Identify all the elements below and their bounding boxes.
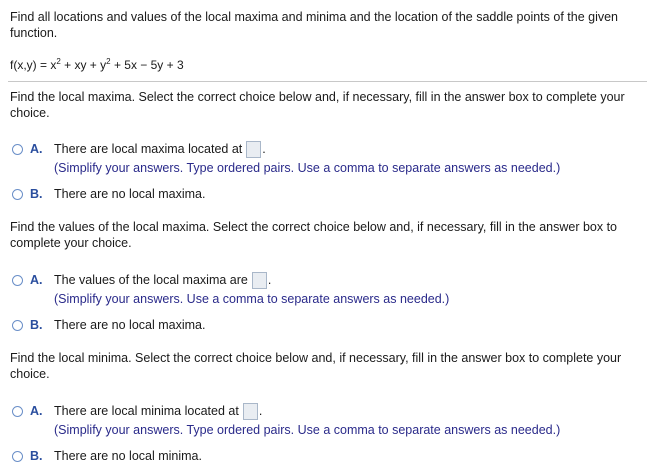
- question-local-maxima-prompt: Find the local maxima. Select the correct choice below and, if necessary, fill in the answer box to complete your choice.: [10, 90, 625, 120]
- function-prefix: f(x,y) = x: [10, 58, 57, 72]
- choice-b-local-minima[interactable]: [12, 447, 202, 465]
- question-maxima-values-prompt: Find the values of the local maxima. Select the correct choice below and, if necessary, fill in the answer box to complete your choice.: [10, 220, 618, 250]
- choice-text: There are no local maxima.: [54, 318, 206, 332]
- radio-b-local-maxima[interactable]: [12, 189, 23, 200]
- radio-a-maxima-values[interactable]: [12, 275, 23, 286]
- choice-period: .: [267, 273, 272, 287]
- radio-b-maxima-values[interactable]: [12, 320, 23, 331]
- function-mid: + xy + y: [60, 58, 107, 72]
- choice-text: The values of the local maxima are: [54, 273, 248, 287]
- answer-box-maxima-values[interactable]: [252, 272, 267, 289]
- function-definition: [10, 57, 643, 73]
- choice-text: There are no local minima.: [54, 449, 202, 463]
- choice-period: .: [262, 142, 266, 156]
- answer-box-local-minima[interactable]: [243, 403, 258, 420]
- choice-letter: A.: [30, 273, 43, 287]
- choice-b-local-maxima[interactable]: [12, 185, 205, 203]
- choice-period: .: [258, 404, 263, 418]
- radio-b-local-minima[interactable]: [12, 451, 23, 462]
- choice-letter: A.: [30, 404, 43, 418]
- function-suffix: + 5x − 5y + 3: [110, 58, 184, 72]
- radio-a-local-maxima[interactable]: [12, 144, 23, 155]
- choice-text: There are local maxima located at: [54, 142, 243, 156]
- choice-letter: B.: [30, 187, 43, 201]
- hint-maxima-values: (Simplify your answers. Use a comma to separate answers as needed.): [54, 292, 450, 306]
- radio-a-local-minima[interactable]: [12, 406, 23, 417]
- hint-local-maxima: (Simplify your answers. Type ordered pairs. Use a comma to separate answers as needed.): [54, 161, 561, 175]
- choice-letter: A.: [30, 142, 43, 156]
- choice-text: There are no local maxima.: [54, 187, 206, 201]
- hint-local-minima: (Simplify your answers. Type ordered pairs. Use a comma to separate answers as needed.): [54, 423, 561, 437]
- choice-letter: B.: [30, 449, 43, 463]
- answer-box-local-maxima[interactable]: [246, 141, 261, 158]
- choice-a-maxima-values[interactable]: [12, 271, 271, 289]
- section-divider: [8, 81, 647, 82]
- choice-b-maxima-values[interactable]: [12, 316, 205, 334]
- problem-intro: Find all locations and values of the local maxima and minima and the location of the saddle points of the given function.: [10, 10, 619, 40]
- choice-text: There are local minima located at: [54, 404, 239, 418]
- choice-a-local-minima[interactable]: [12, 402, 262, 420]
- question-local-minima-prompt: Find the local minima. Select the correct choice below and, if necessary, fill in the answer box to complete your choice.: [10, 351, 622, 381]
- exponent-x: 2: [56, 57, 61, 66]
- choice-letter: B.: [30, 318, 43, 332]
- exponent-y: 2: [106, 57, 111, 66]
- choice-a-local-maxima[interactable]: [12, 140, 266, 158]
